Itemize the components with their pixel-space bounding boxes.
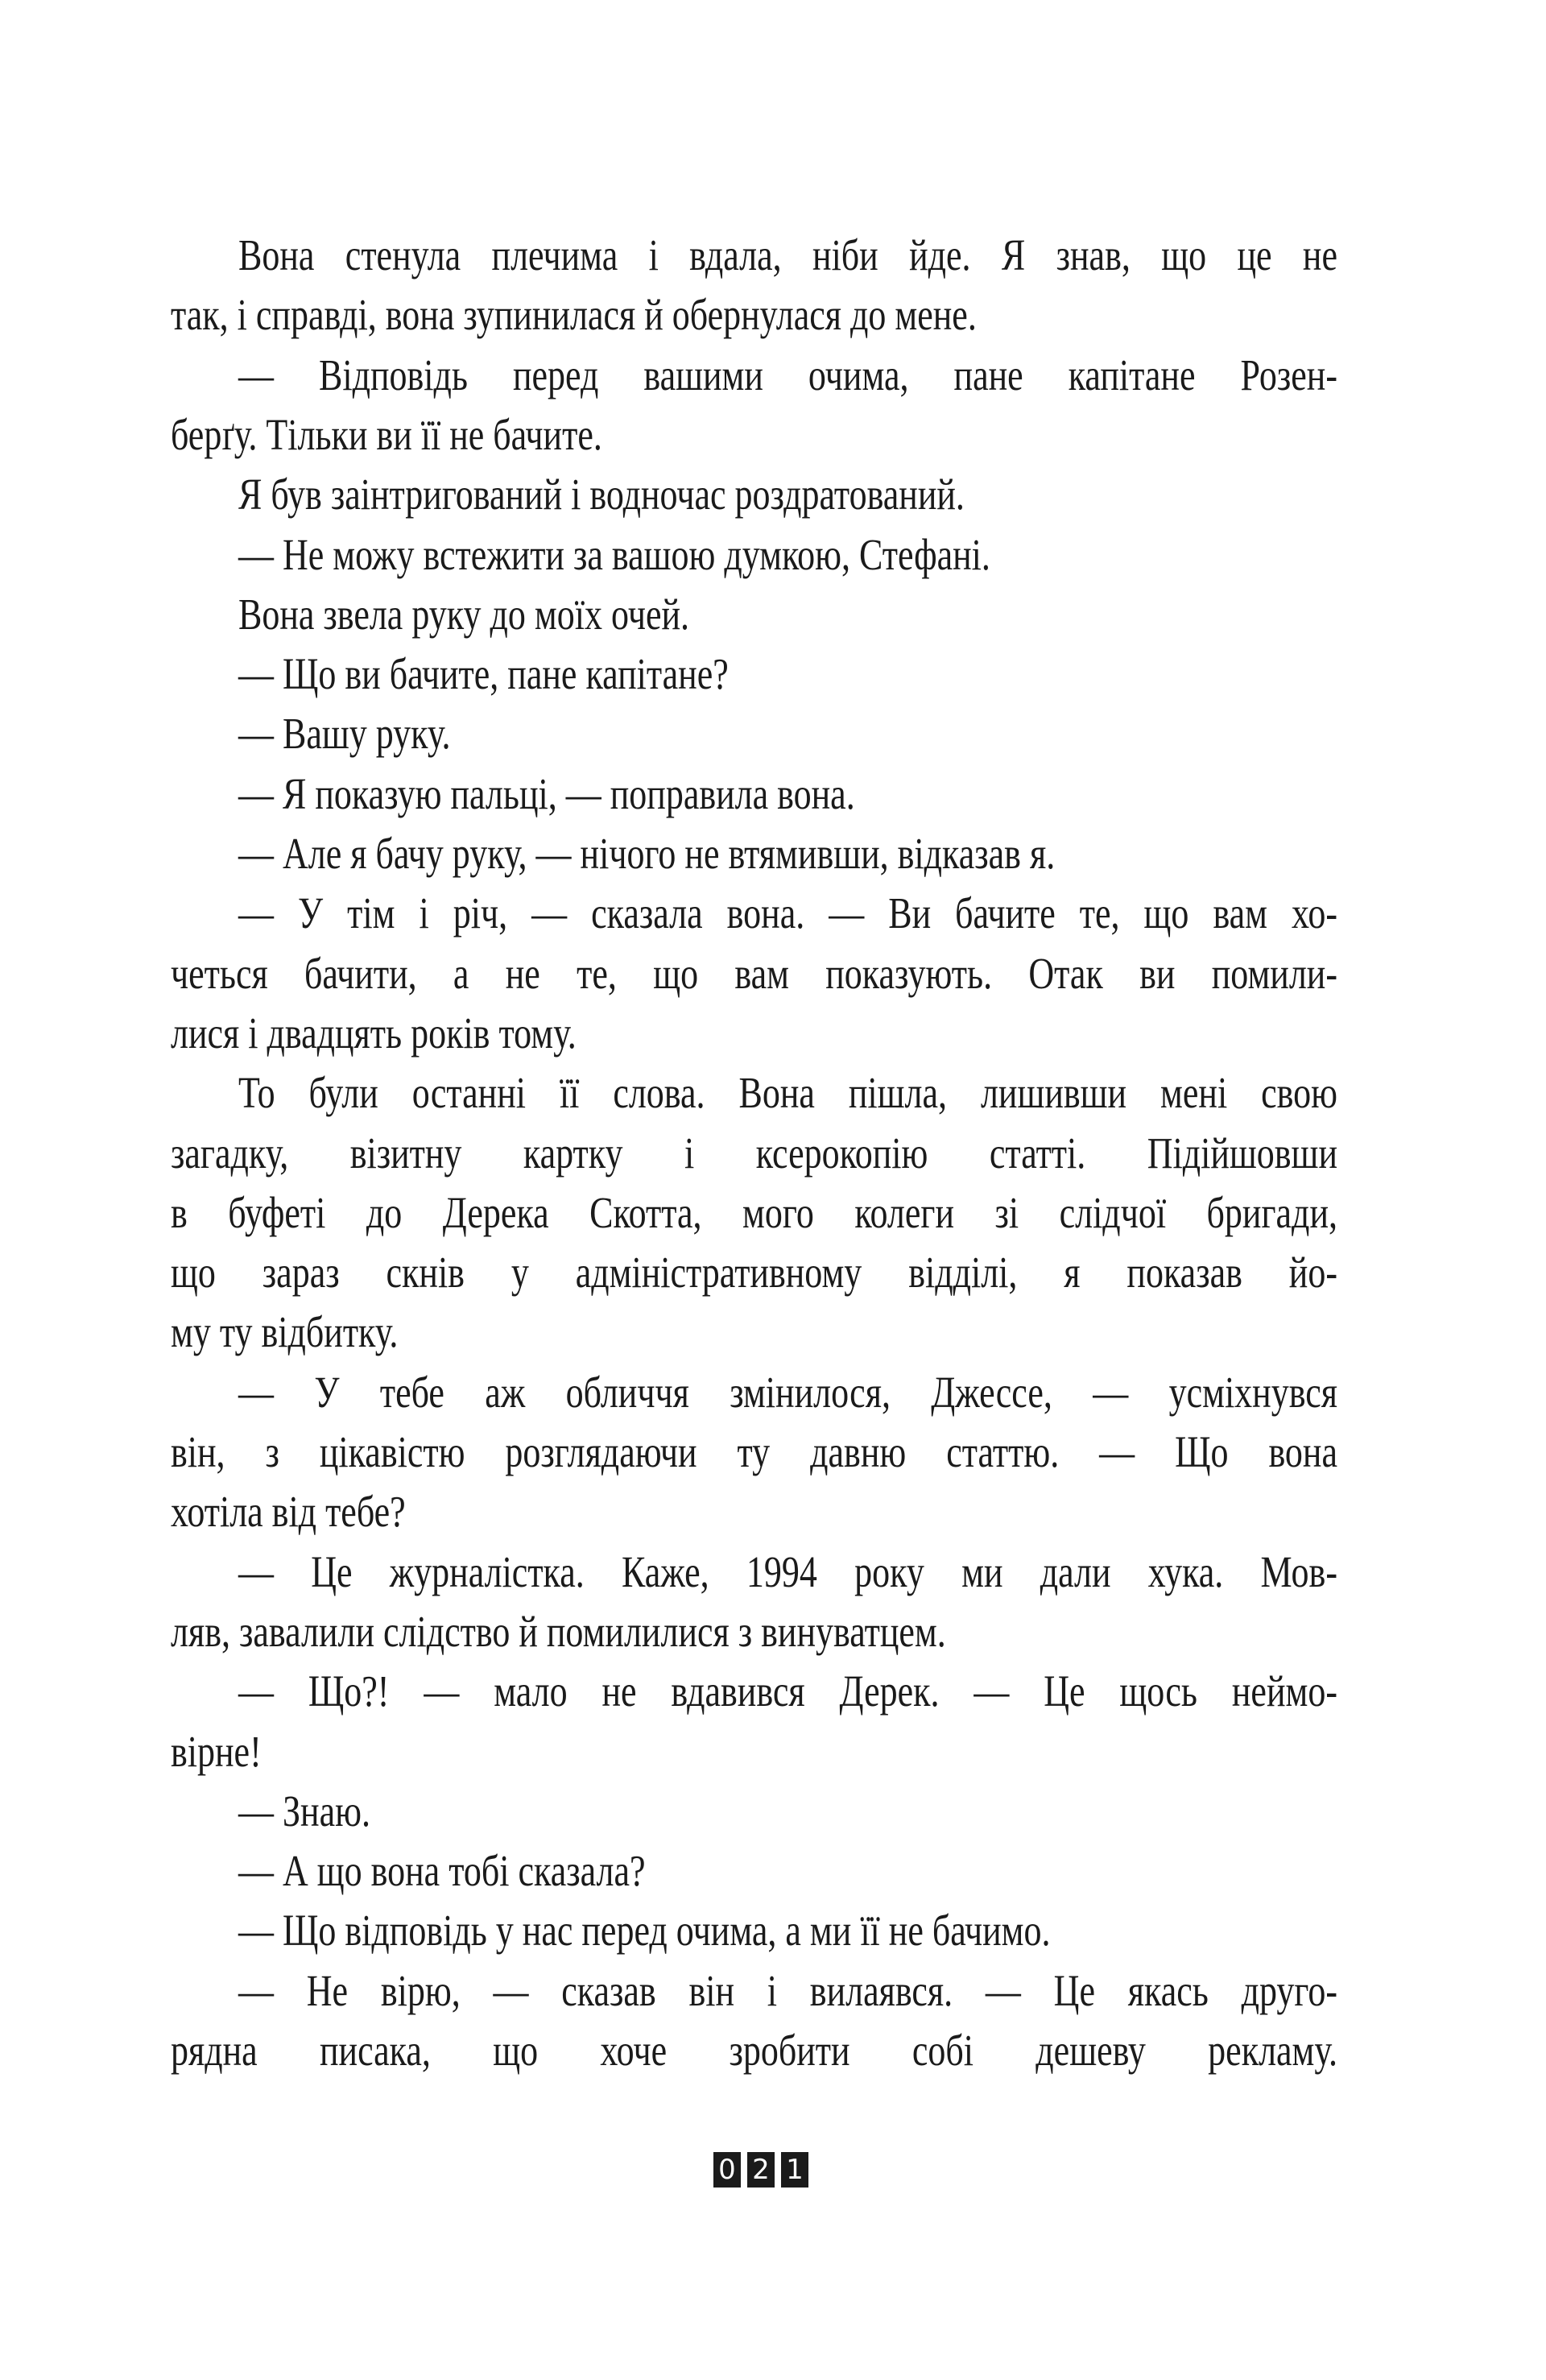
text-line: Вона звела руку до моїх очей. xyxy=(238,589,690,639)
text-line: То були останні її слова. Вона пішла, лишивши мені свою xyxy=(238,1068,1337,1118)
text-line: рядна писака, що хоче зробити собі дешеву рекламу. xyxy=(171,2026,1337,2075)
text-line: — Вашу руку. xyxy=(238,709,451,759)
text-line: хотіла від тебе? xyxy=(171,1487,406,1537)
text-line: — Не вірю, — сказав він і вилаявся. — Це якась друго- xyxy=(238,1965,1337,2015)
text-line: ляв, завалили слідство й помилилися з винуватцем. xyxy=(171,1606,946,1656)
text-line: так, і справді, вона зупинилася й обернулася до мене. xyxy=(171,290,977,340)
text-line: — Що?! — мало не вдавився Дерек. — Це щось неймо- xyxy=(238,1666,1337,1716)
text-line: він, з цікавістю розглядаючи ту давню статтю. — Що вона xyxy=(171,1427,1337,1476)
page-number xyxy=(713,2152,808,2188)
text-line: загадку, візитну картку і ксерокопію статті. Підійшовши xyxy=(171,1128,1337,1178)
text-line: Вона стенула плечима і вдала, ніби йде. Я знав, що це не xyxy=(238,230,1337,279)
text-line: Я був заінтригований і водночас роздратований. xyxy=(238,470,965,519)
text-line: — У тебе аж обличчя змінилося, Джессе, — усміхнувся xyxy=(238,1367,1337,1417)
text-line: — Це журналістка. Каже, 1994 року ми дали хука. Мов- xyxy=(238,1546,1337,1596)
page-number-digit: 2 xyxy=(747,2152,775,2188)
text-line: що зараз скнів у адміністративному відділі, я показав йо- xyxy=(171,1248,1337,1298)
text-line: — Що ви бачите, пане капітане? xyxy=(238,649,729,699)
text-line: — Що відповідь у нас перед очима, а ми її не бачимо. xyxy=(238,1906,1051,1956)
text-line: — Не можу встежити за вашою думкою, Стефані. xyxy=(238,529,990,579)
text-line: — А що вона тобі сказала? xyxy=(238,1846,646,1896)
text-line: му ту відбитку. xyxy=(171,1307,399,1357)
page-number-digit: 0 xyxy=(713,2152,741,2188)
text-line: — Відповідь перед вашими очима, пане капітане Розен- xyxy=(238,350,1337,399)
text-line: лися і двадцять років тому. xyxy=(171,1008,577,1058)
page-number-digit: 1 xyxy=(781,2152,808,2188)
text-line: — Я показую пальці, — поправила вона. xyxy=(238,768,855,818)
text-line: в буфеті до Дерека Скотта, мого колеги зі слідчої бригади, xyxy=(171,1187,1337,1237)
text-line: — Знаю. xyxy=(238,1786,370,1836)
text-line: берґу. Тільки ви її не бачите. xyxy=(171,409,602,459)
text-line: — У тім і річ, — сказала вона. — Ви бачите те, що вам хо- xyxy=(238,888,1337,938)
text-line: четься бачити, а не те, що вам показують. Отак ви помили- xyxy=(171,948,1337,998)
text-line: вірне! xyxy=(171,1726,262,1776)
text-line: — Але я бачу руку, — нічого не втямивши, відказав я. xyxy=(238,829,1056,878)
